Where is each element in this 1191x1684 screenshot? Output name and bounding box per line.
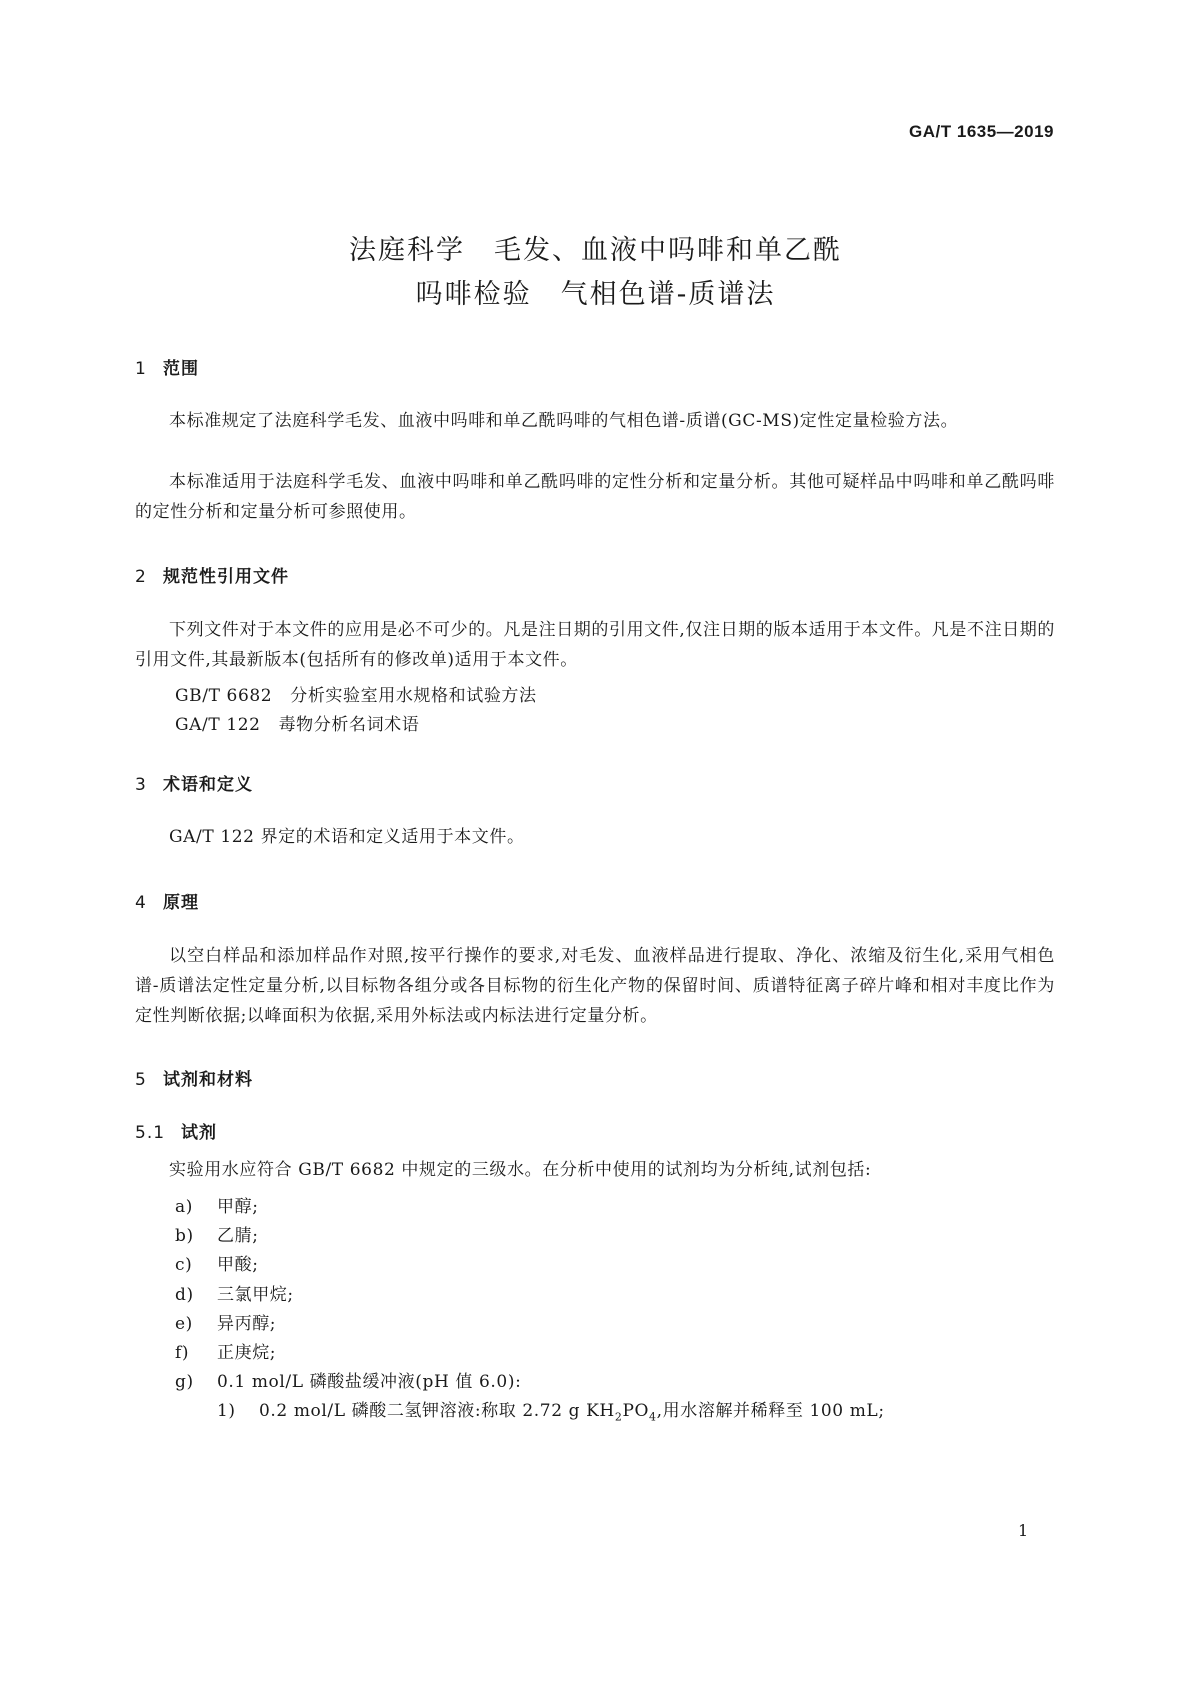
list-text-part: 0.2 mol/L 磷酸二氢钾溶液:称取 2.72 g KH (259, 1401, 615, 1421)
reference-title: 分析实验室用水规格和试验方法 (290, 686, 537, 706)
list-label: c) (175, 1255, 193, 1275)
section-3-paragraph-1: GA/T 122 界定的术语和定义适用于本文件。 (169, 827, 525, 847)
section-number: 3 (135, 775, 147, 795)
list-item (175, 1192, 259, 1217)
list-text: 异丙醇; (217, 1314, 277, 1334)
list-text: 乙腈; (217, 1226, 259, 1246)
reagents-intro: 实验用水应符合 GB/T 6682 中规定的三级水。在分析中使用的试剂均为分析纯,试剂包括: (169, 1160, 872, 1180)
subsection-5-1-heading (135, 1118, 217, 1143)
standard-code: GA/T 1635—2019 (909, 122, 1054, 141)
list-label: f) (175, 1343, 190, 1363)
list-item (175, 1309, 276, 1334)
list-text: 0.1 mol/L 磷酸盐缓冲液(pH 值 6.0): (217, 1372, 522, 1392)
sub-list-item (217, 1396, 885, 1423)
subscript: 4 (649, 1410, 657, 1424)
list-item (175, 1280, 294, 1305)
section-title: 试剂和材料 (163, 1070, 253, 1090)
section-title: 原理 (163, 893, 199, 913)
section-5-heading (135, 1065, 253, 1090)
section-title: 术语和定义 (163, 775, 253, 795)
section-title: 范围 (163, 359, 199, 379)
page-number: 1 (1018, 1521, 1029, 1540)
list-text-part: ,用水溶解并稀释至 100 mL; (656, 1401, 885, 1421)
list-item (175, 1367, 521, 1392)
list-item (175, 1250, 259, 1275)
section-2-heading (135, 562, 289, 587)
section-title: 试剂 (181, 1123, 217, 1143)
section-4-paragraph-1: 以空白样品和添加样品作对照,按平行操作的要求,对毛发、血液样品进行提取、净化、浓缩及衍生化,采用气相色谱-质谱法定性定量分析,以目标物各组分或各目标物的衍生化产物的保留时间、质谱特征离子碎片峰和相对丰度比作为定性判断依据;以峰面积为依据,采用外标法或内标法进行定量分析。 (135, 946, 1055, 1026)
section-number: 4 (135, 893, 147, 913)
list-label: a) (175, 1197, 193, 1217)
section-1-paragraph-1: 本标准规定了法庭科学毛发、血液中吗啡和单乙酰吗啡的气相色谱-质谱(GC-MS)定性定量检验方法。 (169, 411, 959, 431)
list-label: g) (175, 1372, 194, 1392)
section-3-heading (135, 770, 253, 795)
reference-code: GB/T 6682 (175, 686, 273, 706)
section-1-paragraph-2: 本标准适用于法庭科学毛发、血液中吗啡和单乙酰吗啡的定性分析和定量分析。其他可疑样品中吗啡和单乙酰吗啡的定性分析和定量分析可参照使用。 (135, 472, 1055, 522)
section-4-heading (135, 888, 199, 913)
section-title: 规范性引用文件 (163, 567, 289, 587)
section-number: 5.1 (135, 1123, 166, 1143)
list-text: 三氯甲烷; (217, 1285, 294, 1305)
section-number: 5 (135, 1070, 147, 1090)
normative-reference-2 (175, 710, 419, 735)
document-title-line1: 法庭科学 毛发、血液中吗啡和单乙酰 (349, 235, 842, 266)
normative-reference-1 (175, 681, 537, 706)
list-label: d) (175, 1285, 194, 1305)
reference-code: GA/T 122 (175, 715, 261, 735)
subscript: 2 (614, 1410, 623, 1424)
list-text-part: PO (622, 1401, 650, 1421)
list-text: 甲醇; (217, 1197, 259, 1217)
list-label: e) (175, 1314, 193, 1334)
section-2-paragraph-1: 下列文件对于本文件的应用是必不可少的。凡是注日期的引用文件,仅注日期的版本适用于本文件。凡是不注日期的引用文件,其最新版本(包括所有的修改单)适用于本文件。 (135, 620, 1056, 670)
list-text: 甲酸; (217, 1255, 259, 1275)
section-1-heading (135, 354, 199, 379)
section-number: 1 (135, 359, 147, 379)
list-label: b) (175, 1226, 194, 1246)
list-item (175, 1221, 259, 1246)
reference-title: 毒物分析名词术语 (278, 715, 420, 735)
section-number: 2 (135, 567, 147, 587)
list-text: 正庚烷; (217, 1343, 277, 1363)
list-label: 1) (217, 1401, 236, 1421)
document-title-line2: 吗啡检验 气相色谱-质谱法 (415, 279, 776, 310)
list-item (175, 1338, 276, 1363)
